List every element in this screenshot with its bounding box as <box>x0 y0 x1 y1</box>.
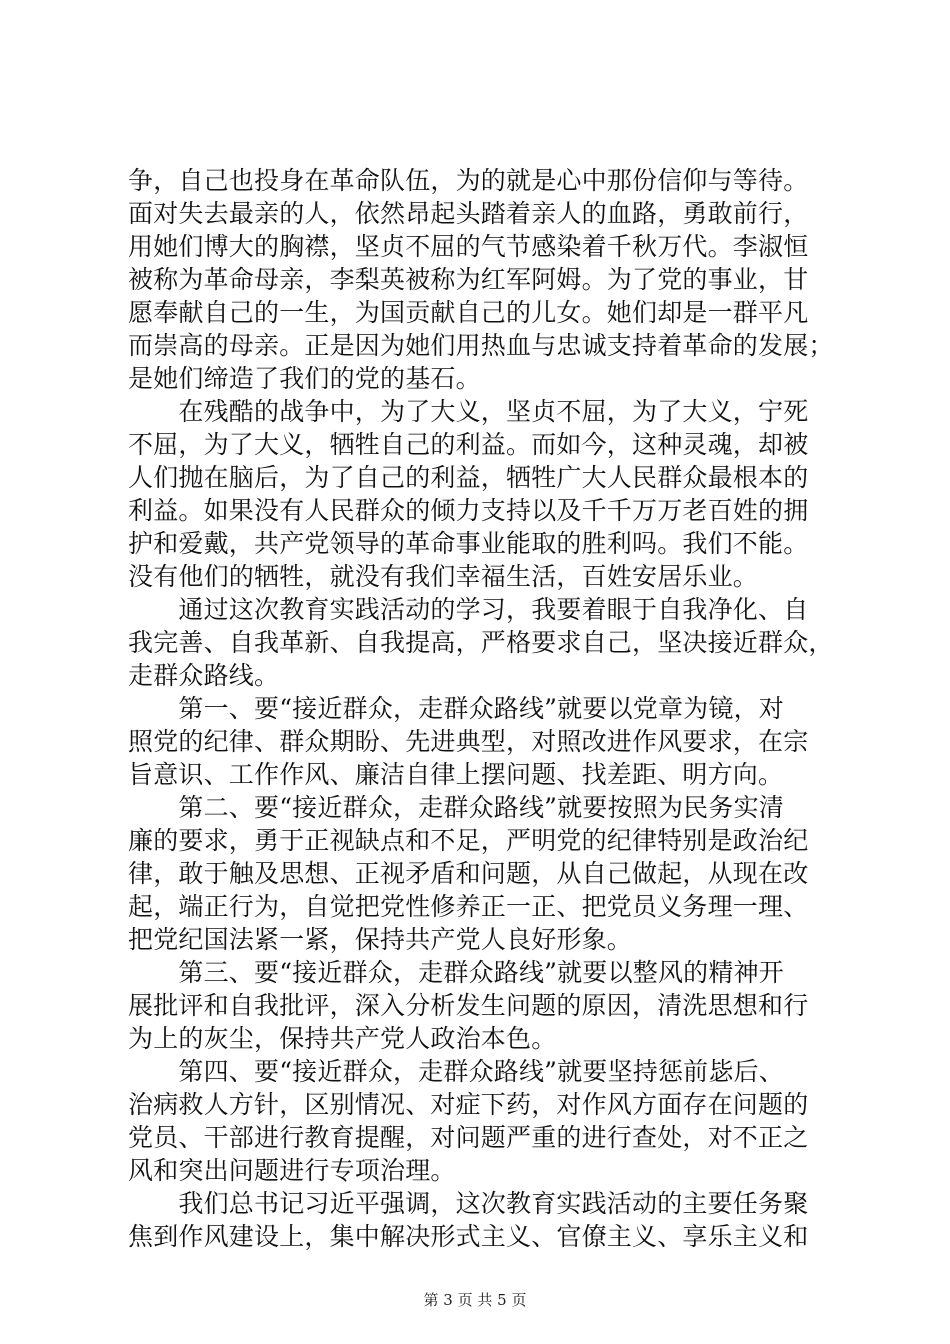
text-line: 用她们博大的胸襟，坚贞不屈的气节感染着千秋万代。李淑恒 <box>128 232 809 261</box>
text-line: 我完善、自我革新、自我提高，严格要求自己，坚决接近群众， <box>128 628 834 657</box>
text-line: 是她们缔造了我们的党的基石。 <box>128 364 481 393</box>
text-line: 利益。如果没有人民群众的倾力支持以及千千万万老百姓的拥 <box>128 496 809 525</box>
text-line: 而崇高的母亲。正是因为她们用热血与忠诚支持着革命的发展； <box>128 331 834 360</box>
text-line: 风和突出问题进行专项治理。 <box>128 1156 456 1185</box>
text-line: 争，自己也投身在革命队伍，为的就是心中那份信仰与等待。 <box>128 166 809 195</box>
text-line: 律，敢于触及思想、正视矛盾和问题，从自己做起，从现在改 <box>128 859 809 888</box>
text-line: 我们总书记习近平强调，这次教育实践活动的主要任务聚 <box>128 1189 809 1218</box>
text-line: 不屈，为了大义，牺牲自己的利益。而如今，这种灵魂，却被 <box>128 430 809 459</box>
text-line: 起，端正行为，自觉把党性修养正一正、把党员义务理一理、 <box>128 892 809 921</box>
text-line: 党员、干部进行教育提醒，对问题严重的进行查处，对不正之 <box>128 1123 809 1152</box>
text-line: 焦到作风建设上，集中解决形式主义、官僚主义、享乐主义和 <box>128 1222 809 1251</box>
page-number-footer: 第 3 页 共 5 页 <box>423 1291 527 1309</box>
text-line: 第一、要“接近群众，走群众路线”就要以党章为镜，对 <box>128 694 784 723</box>
text-line: 走群众路线。 <box>128 661 280 690</box>
text-line: 把党纪国法紧一紧，保持共产党人良好形象。 <box>128 925 633 954</box>
text-line: 旨意识、工作作风、廉洁自律上摆问题、找差距、明方向。 <box>128 760 784 789</box>
text-line: 照党的纪律、群众期盼、先进典型，对照改进作风要求，在宗 <box>128 727 809 756</box>
text-line: 治病救人方针，区别情况、对症下药，对作风方面存在问题的 <box>128 1090 809 1119</box>
body-text <box>128 164 834 1253</box>
text-line: 廉的要求，勇于正视缺点和不足，严明党的纪律特别是政治纪 <box>128 826 809 855</box>
text-line: 通过这次教育实践活动的学习，我要着眼于自我净化、自 <box>128 595 809 624</box>
text-line: 护和爱戴，共产党领导的革命事业能取的胜利吗。我们不能。 <box>128 529 809 558</box>
text-line: 愿奉献自己的一生，为国贡献自己的儿女。她们却是一群平凡 <box>128 298 809 327</box>
text-line: 第四、要“接近群众，走群众路线”就要坚持惩前毖后、 <box>128 1057 784 1086</box>
text-line: 被称为革命母亲，李梨英被称为红军阿姆。为了党的事业，甘 <box>128 265 809 294</box>
text-line: 没有他们的牺牲，就没有我们幸福生活，百姓安居乐业。 <box>128 562 759 591</box>
text-line: 为上的灰尘，保持共产党人政治本色。 <box>128 1024 557 1053</box>
text-line: 人们抛在脑后，为了自己的利益，牺牲广大人民群众最根本的 <box>128 463 809 492</box>
text-line: 第三、要“接近群众，走群众路线”就要以整风的精神开 <box>128 958 784 987</box>
text-line: 第二、要“接近群众，走群众路线”就要按照为民务实清 <box>128 793 784 822</box>
text-line: 在残酷的战争中，为了大义，坚贞不屈，为了大义，宁死 <box>128 397 809 426</box>
text-line: 展批评和自我批评，深入分析发生问题的原因，清洗思想和行 <box>128 991 809 1020</box>
text-line: 面对失去最亲的人，依然昂起头踏着亲人的血路，勇敢前行， <box>128 199 809 228</box>
